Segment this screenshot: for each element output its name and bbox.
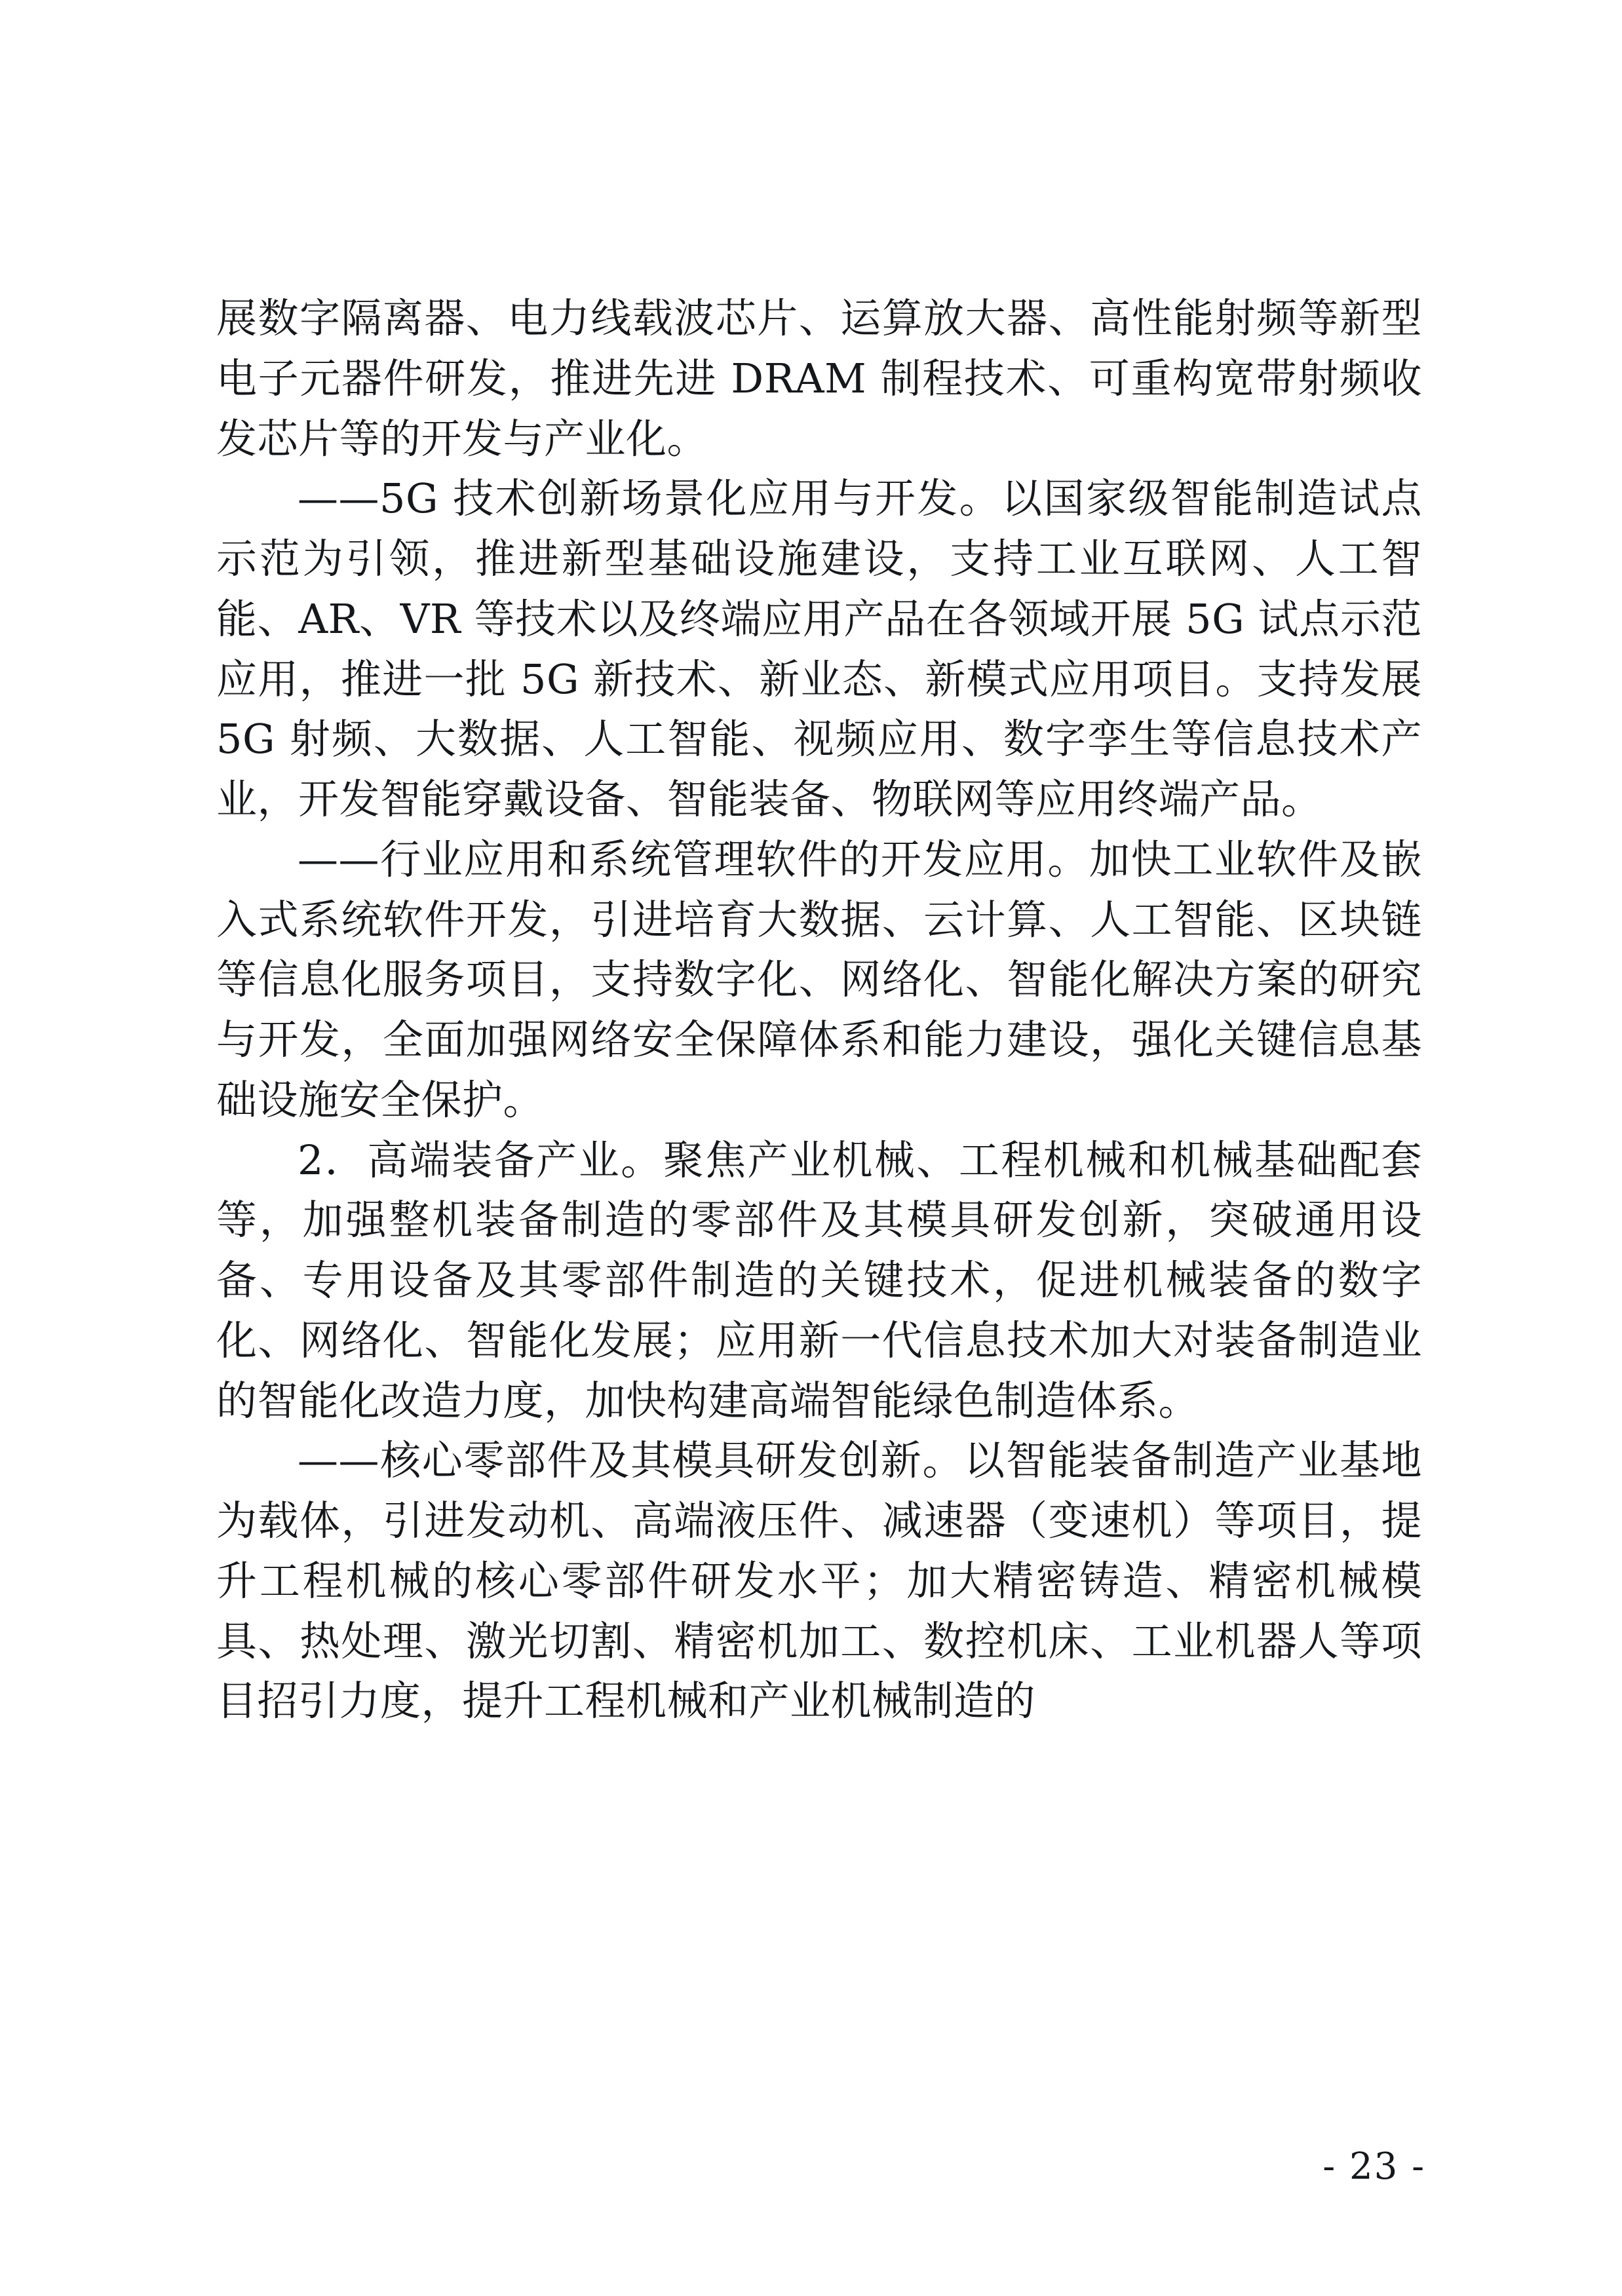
paragraph-4: 2．高端装备产业。聚焦产业机械、工程机械和机械基础配套等，加强整机装备制造的零部件及其模具研发创新，突破通用设备、专用设备及其零部件制造的关键技术，促进机械装备的数字化、网络化、智能化发展；应用新一代信息技术加大对装备制造业的智能化改造力度，加快构建高端智能绿色制造体系。 [216,1136,1422,1425]
paragraph-1: 展数字隔离器、电力线载波芯片、运算放大器、高性能射频等新型电子元器件研发，推进先进 DRAM 制程技术、可重构宽带射频收发芯片等的开发与产业化。 [216,294,1422,463]
paragraph-5: ——核心零部件及其模具研发创新。以智能装备制造产业基地为载体，引进发动机、高端液压件、减速器（变速机）等项目，提升工程机械的核心零部件研发水平；加大精密铸造、精密机械模具、热处理、激光切割、精密机加工、数控机床、工业机器人等项目招引力度，提升工程机械和产业机械制造的 [216,1436,1422,1725]
paragraph-2: ——5G 技术创新场景化应用与开发。以国家级智能制造试点示范为引领，推进新型基础设施建设，支持工业互联网、人工智能、AR、VR 等技术以及终端应用产品在各领域开展 5G 试点示范应用，推进一批 5G 新技术、新业态、新模式应用项目。支持发展 5G 射频、大数据、人工智能、视频应用、数字孪生等信息技术产业，开发智能穿戴设备、智能装备、物联网等应用终端产品。 [216,474,1422,823]
document-body [216,288,1422,1731]
page-number: - 23 - [1323,2145,1425,2188]
paragraph-3: ——行业应用和系统管理软件的开发应用。加快工业软件及嵌入式系统软件开发，引进培育大数据、云计算、人工智能、区块链等信息化服务项目，支持数字化、网络化、智能化解决方案的研究与开发，全面加强网络安全保障体系和能力建设，强化关键信息基础设施安全保护。 [216,835,1422,1124]
